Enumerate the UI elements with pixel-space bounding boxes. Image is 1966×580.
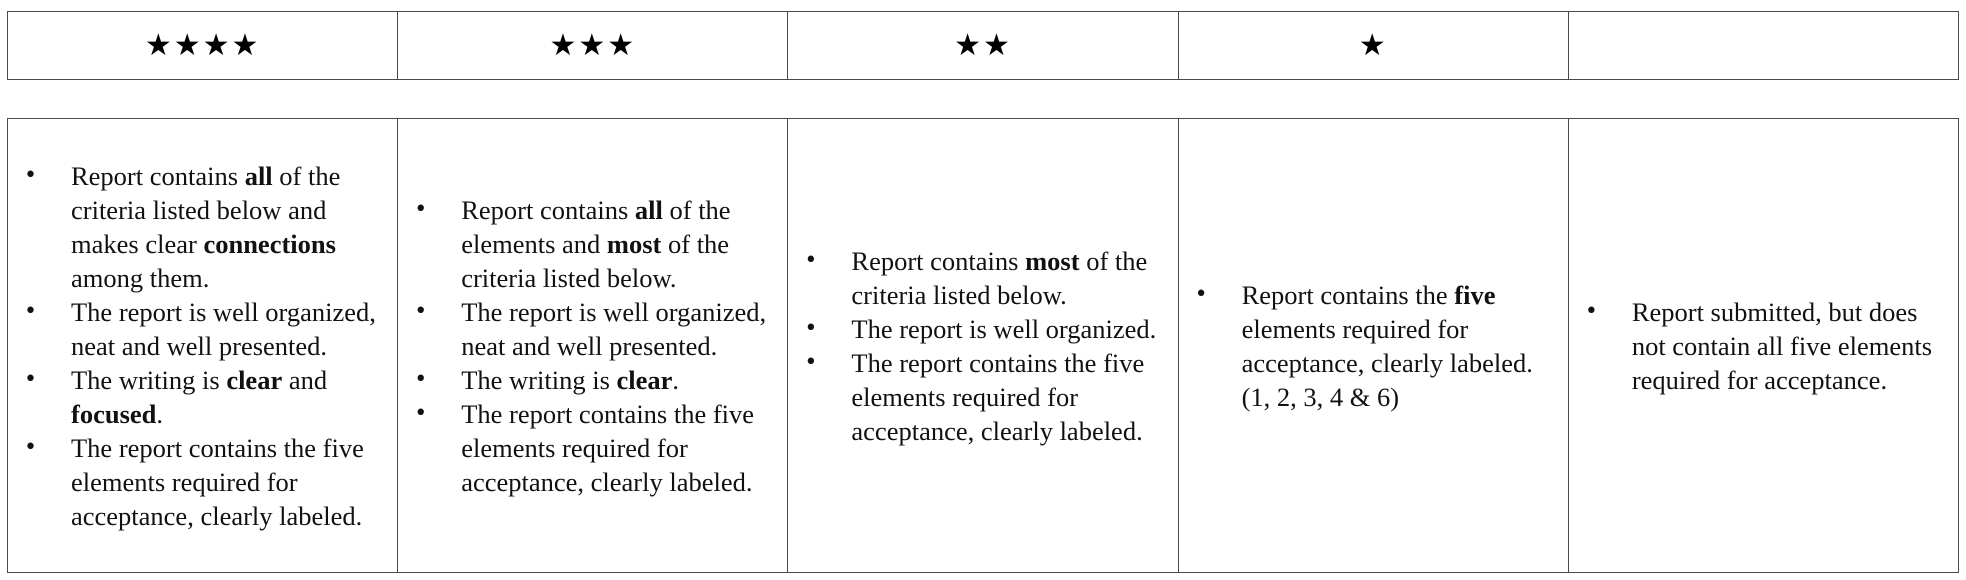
criteria-text: Report contains the [1241,279,1455,310]
criteria-cell-no-stars [1569,119,1958,572]
criteria-text: The report is well organized, neat and well presented. [461,296,767,361]
criteria-item [22,159,387,295]
criteria-text: Report submitted, but does not contain all five elements required for acceptance. [1631,296,1933,395]
criteria-emphasis: five [1454,279,1496,310]
criteria-text: and [282,364,328,395]
rating-4-stars: ★★★★ [8,12,398,79]
criteria-item [22,431,387,533]
criteria-text: of the criteria listed below. [851,245,1148,310]
rating-no-stars [1569,12,1958,79]
criteria-text: among them. [71,262,210,293]
criteria-cell-4-stars [8,119,398,572]
criteria-list [412,193,777,499]
criteria-text: The writing is [71,364,227,395]
rating-3-stars: ★★★ [398,12,788,79]
criteria-item [22,363,387,431]
criteria-list [1583,295,1948,397]
criteria-cell-1-star [1179,119,1569,572]
rating-1-star: ★ [1179,12,1569,79]
criteria-emphasis: connections [203,228,336,259]
criteria-item [412,193,777,295]
criteria-item [1583,295,1948,397]
criteria-text: of the criteria listed below and makes clear [71,160,341,259]
criteria-emphasis: most [1025,245,1080,276]
criteria-text: The report is well organized. [851,313,1157,344]
rubric-criteria-table [7,118,1959,573]
criteria-text: . [672,364,680,395]
criteria-text: Report contains [461,194,635,225]
criteria-emphasis: clear [226,364,283,395]
criteria-text: . [156,398,164,429]
criteria-text: The report contains the five elements required for acceptance, clearly labeled. [461,398,755,497]
criteria-item [1193,278,1558,414]
rating-header-table [7,11,1959,80]
criteria-text: of the elements and [461,194,731,259]
criteria-emphasis: all [244,160,273,191]
criteria-text: The writing is [461,364,617,395]
criteria-text: of the criteria listed below. [461,228,730,293]
criteria-item [412,363,777,397]
criteria-item [412,397,777,499]
criteria-item [412,295,777,363]
criteria-list [22,159,387,533]
rating-2-stars: ★★ [788,12,1178,79]
criteria-item [22,295,387,363]
criteria-list [802,244,1167,448]
criteria-emphasis: all [634,194,663,225]
criteria-emphasis: most [606,228,662,259]
criteria-text: elements required for acceptance, clearly labeled. (1, 2, 3, 4 & 6) [1241,313,1533,412]
criteria-text: Report contains [851,245,1026,276]
criteria-item [802,346,1167,448]
criteria-item [802,244,1167,312]
criteria-item [802,312,1167,346]
criteria-text: The report is well organized, neat and well presented. [71,296,376,361]
criteria-emphasis: focused [71,398,157,429]
criteria-list [1193,278,1558,414]
criteria-text: The report contains the five elements required for acceptance, clearly labeled. [71,432,364,531]
criteria-emphasis: clear [616,364,673,395]
criteria-cell-2-stars [788,119,1178,572]
criteria-cell-3-stars [398,119,788,572]
criteria-text: The report contains the five elements required for acceptance, clearly labeled. [851,347,1145,446]
criteria-text: Report contains [71,160,245,191]
